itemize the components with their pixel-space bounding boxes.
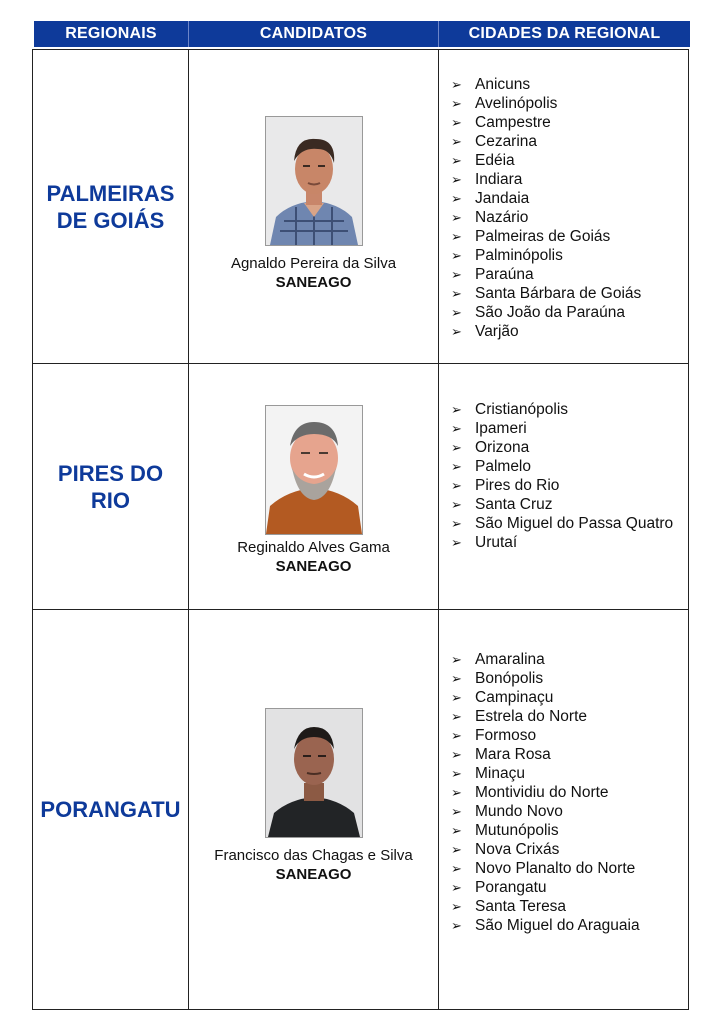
table-header bbox=[34, 21, 690, 47]
candidate-name: Reginaldo Alves Gama bbox=[237, 539, 390, 556]
city-name: Palmelo bbox=[475, 458, 531, 475]
arrow-bullet-icon: ➢ bbox=[451, 823, 462, 838]
city-name: Estrela do Norte bbox=[475, 708, 587, 725]
city-list bbox=[451, 75, 684, 341]
arrow-bullet-icon: ➢ bbox=[451, 918, 462, 933]
city-list-item bbox=[451, 438, 684, 457]
city-list-item bbox=[451, 897, 684, 916]
city-list-item bbox=[451, 707, 684, 726]
cities-cell bbox=[439, 50, 688, 363]
city-name: Nova Crixás bbox=[475, 841, 560, 858]
city-list-item bbox=[451, 151, 684, 170]
city-name: Jandaia bbox=[475, 190, 530, 207]
city-name: Cristianópolis bbox=[475, 401, 569, 418]
arrow-bullet-icon: ➢ bbox=[451, 77, 462, 92]
city-list-item bbox=[451, 132, 684, 151]
candidate-portrait-icon bbox=[266, 406, 362, 534]
city-list bbox=[451, 400, 684, 552]
arrow-bullet-icon: ➢ bbox=[451, 210, 462, 225]
city-name: Paraúna bbox=[475, 266, 534, 283]
city-name: Minaçu bbox=[475, 765, 525, 782]
city-name: Avelinópolis bbox=[475, 95, 558, 112]
region-cell bbox=[33, 364, 189, 609]
candidate-portrait-icon bbox=[266, 117, 362, 245]
city-name: Indiara bbox=[475, 171, 523, 188]
arrow-bullet-icon: ➢ bbox=[451, 516, 462, 531]
arrow-bullet-icon: ➢ bbox=[451, 305, 462, 320]
city-name: Ipameri bbox=[475, 420, 527, 437]
candidate-photo bbox=[265, 116, 363, 246]
city-list-item bbox=[451, 457, 684, 476]
city-name: São João da Paraúna bbox=[475, 304, 625, 321]
header-regionais: REGIONAIS bbox=[34, 21, 189, 47]
candidate-cell bbox=[189, 50, 439, 363]
city-list-item bbox=[451, 840, 684, 859]
arrow-bullet-icon: ➢ bbox=[451, 440, 462, 455]
arrow-bullet-icon: ➢ bbox=[451, 459, 462, 474]
city-name: Pires do Rio bbox=[475, 477, 560, 494]
city-name: Edéia bbox=[475, 152, 515, 169]
arrow-bullet-icon: ➢ bbox=[451, 690, 462, 705]
city-list-item bbox=[451, 227, 684, 246]
city-name: Amaralina bbox=[475, 651, 545, 668]
city-list-item bbox=[451, 916, 684, 935]
arrow-bullet-icon: ➢ bbox=[451, 248, 462, 263]
city-list-item bbox=[451, 303, 684, 322]
candidate-photo bbox=[265, 708, 363, 838]
candidate-name: Francisco das Chagas e Silva bbox=[214, 847, 413, 864]
city-list-item bbox=[451, 878, 684, 897]
city-list-item bbox=[451, 859, 684, 878]
arrow-bullet-icon: ➢ bbox=[451, 728, 462, 743]
arrow-bullet-icon: ➢ bbox=[451, 96, 462, 111]
arrow-bullet-icon: ➢ bbox=[451, 229, 462, 244]
arrow-bullet-icon: ➢ bbox=[451, 709, 462, 724]
arrow-bullet-icon: ➢ bbox=[451, 191, 462, 206]
city-name: Orizona bbox=[475, 439, 530, 456]
city-list-item bbox=[451, 821, 684, 840]
arrow-bullet-icon: ➢ bbox=[451, 785, 462, 800]
arrow-bullet-icon: ➢ bbox=[451, 421, 462, 436]
city-name: Mundo Novo bbox=[475, 803, 563, 820]
city-list-item bbox=[451, 764, 684, 783]
city-name: Varjão bbox=[475, 323, 519, 340]
arrow-bullet-icon: ➢ bbox=[451, 402, 462, 417]
city-name: Formoso bbox=[475, 727, 537, 744]
arrow-bullet-icon: ➢ bbox=[451, 267, 462, 282]
arrow-bullet-icon: ➢ bbox=[451, 134, 462, 149]
region-cell bbox=[33, 610, 189, 1009]
city-name: Porangatu bbox=[475, 879, 547, 896]
arrow-bullet-icon: ➢ bbox=[451, 652, 462, 667]
city-name: Santa Cruz bbox=[475, 496, 553, 513]
arrow-bullet-icon: ➢ bbox=[451, 899, 462, 914]
city-list-item bbox=[451, 265, 684, 284]
city-list-item bbox=[451, 94, 684, 113]
city-list-item bbox=[451, 113, 684, 132]
arrow-bullet-icon: ➢ bbox=[451, 153, 462, 168]
arrow-bullet-icon: ➢ bbox=[451, 766, 462, 781]
city-list-item bbox=[451, 802, 684, 821]
city-list-item bbox=[451, 75, 684, 94]
arrow-bullet-icon: ➢ bbox=[451, 880, 462, 895]
city-list-item bbox=[451, 669, 684, 688]
candidate-company: SANEAGO bbox=[275, 866, 352, 883]
regional-table bbox=[32, 49, 689, 1010]
candidate-cell bbox=[189, 364, 439, 609]
city-list-item bbox=[451, 745, 684, 764]
candidate-photo bbox=[265, 405, 363, 535]
region-name: PIRES DO RIO bbox=[57, 460, 164, 513]
region-cell bbox=[33, 50, 189, 363]
arrow-bullet-icon: ➢ bbox=[451, 172, 462, 187]
city-list-item bbox=[451, 322, 684, 341]
city-name: Anicuns bbox=[475, 76, 531, 93]
city-name: Bonópolis bbox=[475, 670, 544, 687]
city-name: Santa Bárbara de Goiás bbox=[475, 285, 642, 302]
candidate-name: Agnaldo Pereira da Silva bbox=[230, 255, 397, 272]
table-row bbox=[33, 50, 688, 363]
arrow-bullet-icon: ➢ bbox=[451, 115, 462, 130]
city-list-item bbox=[451, 284, 684, 303]
arrow-bullet-icon: ➢ bbox=[451, 747, 462, 762]
city-list-item bbox=[451, 650, 684, 669]
header-candidatos: CANDIDATOS bbox=[189, 21, 439, 47]
city-name: São Miguel do Araguaia bbox=[475, 917, 640, 934]
city-list bbox=[451, 650, 684, 935]
cities-cell bbox=[439, 364, 688, 609]
city-list-item bbox=[451, 533, 684, 552]
city-list-item bbox=[451, 208, 684, 227]
city-list-item bbox=[451, 726, 684, 745]
arrow-bullet-icon: ➢ bbox=[451, 324, 462, 339]
candidate-portrait-icon bbox=[266, 709, 362, 837]
city-list-item bbox=[451, 170, 684, 189]
table-row bbox=[33, 609, 688, 1009]
arrow-bullet-icon: ➢ bbox=[451, 804, 462, 819]
arrow-bullet-icon: ➢ bbox=[451, 861, 462, 876]
region-name: PORANGATU bbox=[40, 797, 181, 822]
region-name: PALMEIRAS DE GOIÁS bbox=[46, 180, 175, 233]
city-name: Mara Rosa bbox=[475, 746, 551, 763]
arrow-bullet-icon: ➢ bbox=[451, 535, 462, 550]
city-list-item bbox=[451, 246, 684, 265]
city-name: São Miguel do Passa Quatro bbox=[475, 515, 674, 532]
arrow-bullet-icon: ➢ bbox=[451, 497, 462, 512]
cities-cell bbox=[439, 610, 688, 1009]
arrow-bullet-icon: ➢ bbox=[451, 478, 462, 493]
city-name: Mutunópolis bbox=[475, 822, 559, 839]
arrow-bullet-icon: ➢ bbox=[451, 671, 462, 686]
city-name: Cezarina bbox=[475, 133, 538, 150]
arrow-bullet-icon: ➢ bbox=[451, 842, 462, 857]
candidate-company: SANEAGO bbox=[275, 558, 352, 575]
city-name: Palmeiras de Goiás bbox=[475, 228, 611, 245]
table-row bbox=[33, 363, 688, 609]
city-name: Montividiu do Norte bbox=[475, 784, 609, 801]
city-name: Campinaçu bbox=[475, 689, 554, 706]
city-list-item bbox=[451, 419, 684, 438]
candidate-cell bbox=[189, 610, 439, 1009]
candidate-company: SANEAGO bbox=[275, 274, 352, 291]
city-list-item bbox=[451, 783, 684, 802]
city-list-item bbox=[451, 688, 684, 707]
city-list-item bbox=[451, 476, 684, 495]
city-name: Urutaí bbox=[475, 534, 518, 551]
city-name: Novo Planalto do Norte bbox=[475, 860, 636, 877]
city-name: Campestre bbox=[475, 114, 551, 131]
header-cidades: CIDADES DA REGIONAL bbox=[468, 25, 661, 42]
city-name: Palminópolis bbox=[475, 247, 563, 264]
city-list-item bbox=[451, 400, 684, 419]
city-list-item bbox=[451, 189, 684, 208]
city-name: Nazário bbox=[475, 209, 529, 226]
arrow-bullet-icon: ➢ bbox=[451, 286, 462, 301]
city-name: Santa Teresa bbox=[475, 898, 567, 915]
city-list-item bbox=[451, 495, 684, 514]
city-list-item bbox=[451, 514, 684, 533]
